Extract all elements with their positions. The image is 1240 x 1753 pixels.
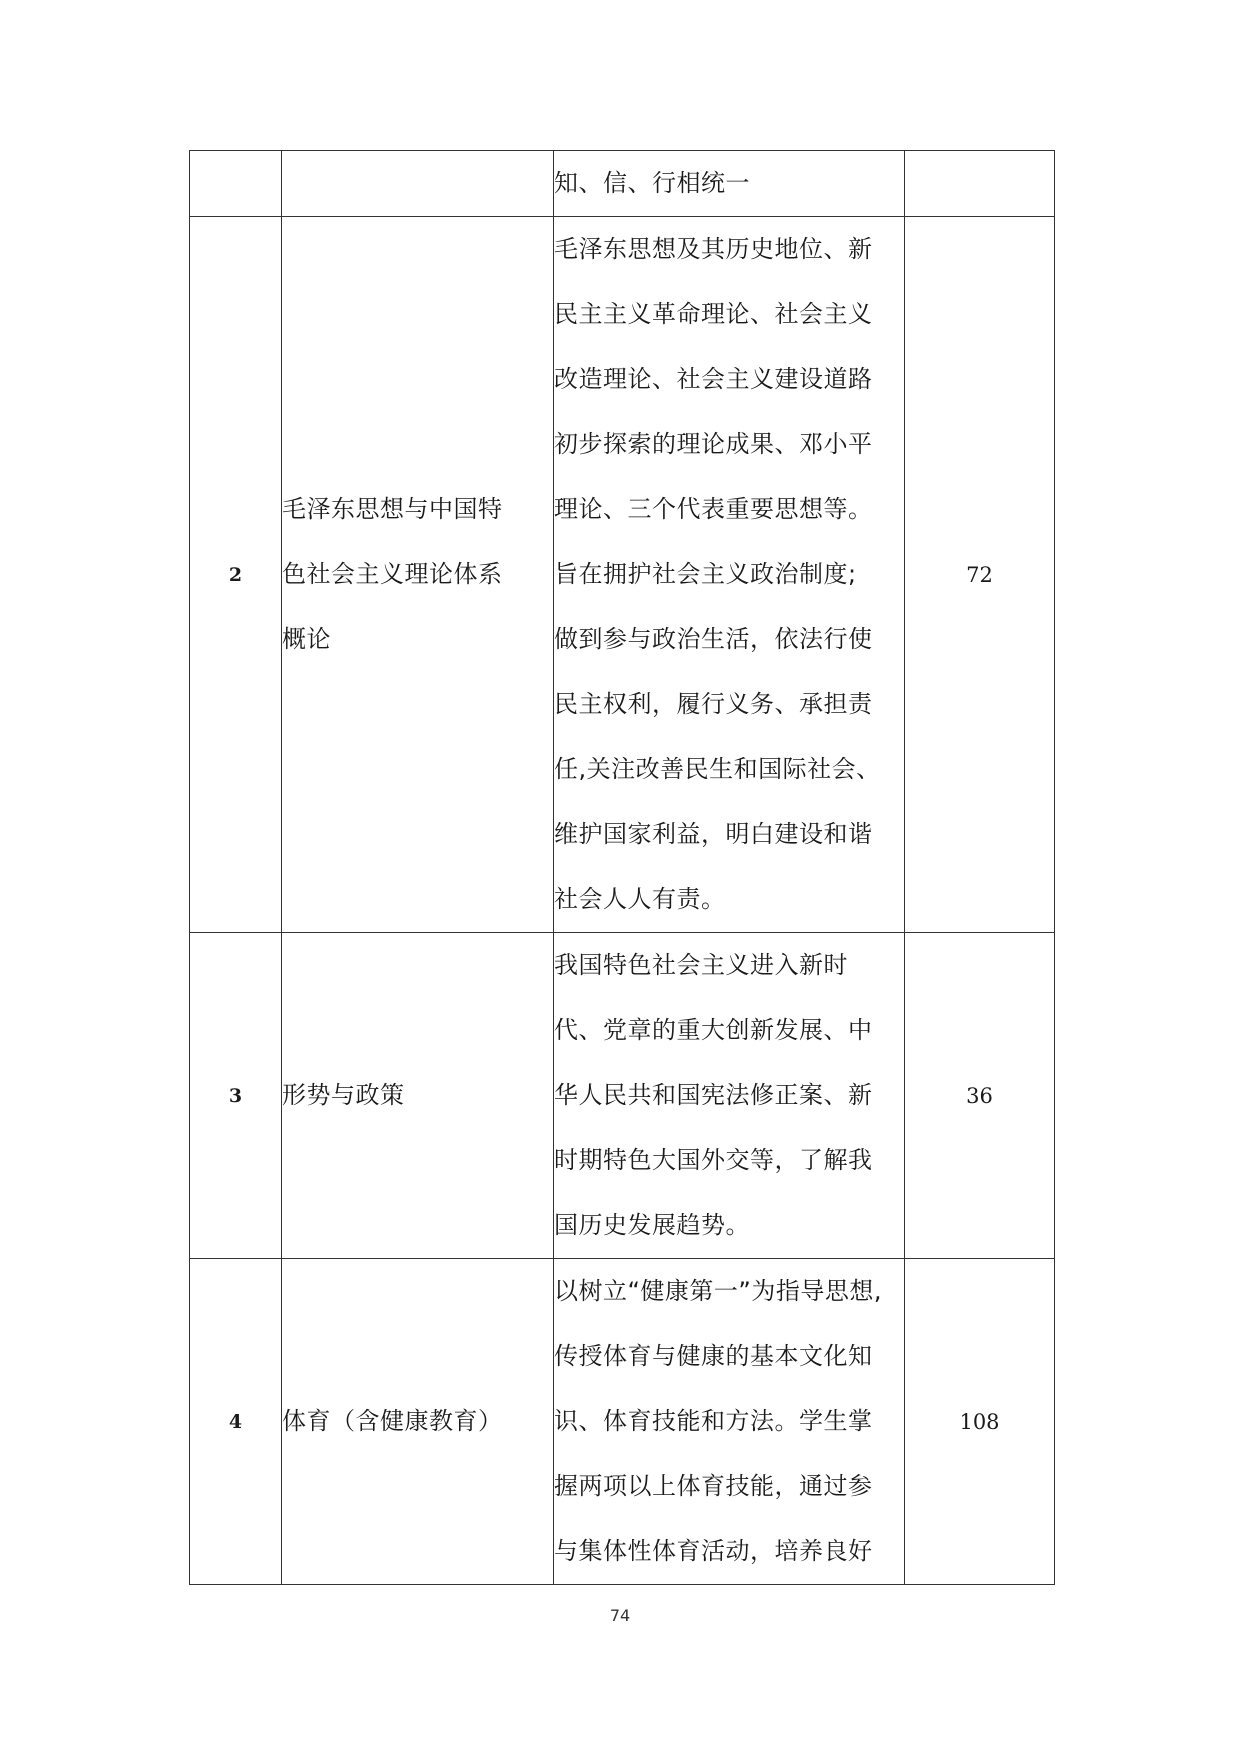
curriculum-table-body: [190, 151, 1055, 1585]
course-content-line: 国历史发展趋势。: [554, 1211, 750, 1239]
course-content-line: 初步探索的理论成果、邓小平: [554, 430, 873, 458]
course-content-line: 与集体性体育活动，培养良好: [554, 1537, 873, 1565]
course-name-cell: [282, 1259, 554, 1585]
page-number: 74: [609, 1606, 631, 1625]
course-content-line: 理论、三个代表重要思想等。: [554, 495, 873, 523]
table-row: [190, 217, 1055, 933]
table-row: [190, 151, 1055, 217]
course-number-cell: [190, 151, 282, 217]
course-content-line: 毛泽东思想及其历史地位、新: [554, 235, 873, 263]
course-content-line: 社会人人有责。: [554, 885, 726, 913]
course-name-line: 概论: [282, 625, 331, 653]
course-hours-cell: 108: [905, 1259, 1055, 1585]
course-content-cell: [554, 1259, 905, 1585]
course-name-cell: [282, 933, 554, 1259]
course-content-cell: [554, 217, 905, 933]
course-content-line: 我国特色社会主义进入新时: [554, 951, 848, 979]
course-content-cell: [554, 151, 905, 217]
course-name-line: 色社会主义理论体系: [282, 560, 503, 588]
course-content-line: 以树立“健康第一”为指导思想,: [554, 1277, 882, 1305]
course-number-cell: 2: [190, 217, 282, 933]
course-hours-cell: 36: [905, 933, 1055, 1259]
course-name-line: 毛泽东思想与中国特: [282, 495, 503, 523]
course-number-cell: 3: [190, 933, 282, 1259]
table-row: [190, 1259, 1055, 1585]
course-content-line: 知、信、行相统一: [554, 169, 750, 197]
table-row: [190, 933, 1055, 1259]
course-content-line: 时期特色大国外交等，了解我: [554, 1146, 873, 1174]
course-content-line: 旨在拥护社会主义政治制度;: [554, 560, 857, 588]
course-hours-cell: [905, 151, 1055, 217]
course-content-line: 维护国家利益，明白建设和谐: [554, 820, 873, 848]
course-name-line: 体育（含健康教育）: [282, 1407, 503, 1435]
course-content-line: 民主权利，履行义务、承担责: [554, 690, 873, 718]
course-content-line: 识、体育技能和方法。学生掌: [554, 1407, 873, 1435]
course-content-line: 改造理论、社会主义建设道路: [554, 365, 873, 393]
course-content-line: 传授体育与健康的基本文化知: [554, 1342, 873, 1370]
course-name-cell: [282, 217, 554, 933]
course-name-cell: [282, 151, 554, 217]
course-content-line: 任,关注改善民生和国际社会、: [554, 755, 881, 783]
course-content-cell: [554, 933, 905, 1259]
course-name-line: 形势与政策: [282, 1081, 405, 1109]
course-number-cell: 4: [190, 1259, 282, 1585]
curriculum-table: [189, 150, 1055, 1585]
course-hours-cell: 72: [905, 217, 1055, 933]
course-content-line: 民主主义革命理论、社会主义: [554, 300, 873, 328]
course-content-line: 做到参与政治生活，依法行使: [554, 625, 873, 653]
course-content-line: 代、党章的重大创新发展、中: [554, 1016, 873, 1044]
course-content-line: 握两项以上体育技能，通过参: [554, 1472, 873, 1500]
course-content-line: 华人民共和国宪法修正案、新: [554, 1081, 873, 1109]
